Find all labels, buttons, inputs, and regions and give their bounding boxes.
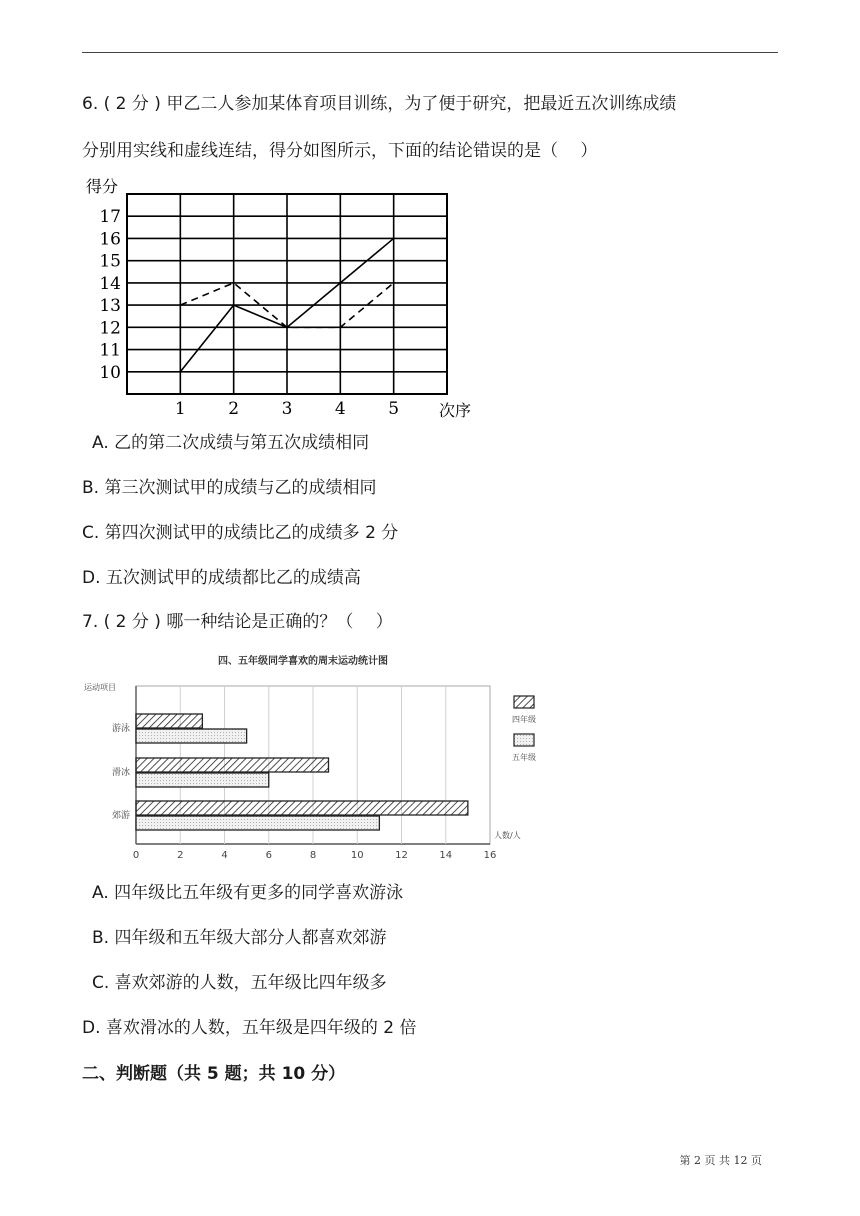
q6-line-chart <box>80 178 500 422</box>
y-axis-label: 运动项目 <box>84 683 116 692</box>
q6-stem-line1: 6. ( 2 分 ) 甲乙二人参加某体育项目训练，为了便于研究，把最近五次训练成绩 <box>82 94 677 114</box>
x-tick-label: 4 <box>334 399 346 418</box>
x-axis-label: 人数/人 <box>494 831 521 840</box>
bar-grade4 <box>136 758 328 772</box>
q6-chart-svg <box>80 178 500 418</box>
q6-option-a: A. 乙的第二次成绩与第五次成绩相同 <box>92 433 370 453</box>
x-tick-label: 2 <box>228 399 240 418</box>
x-tick-label: 5 <box>388 399 400 418</box>
y-tick-label: 13 <box>99 296 121 317</box>
bar-grade4 <box>136 714 202 728</box>
bar-grade5 <box>136 773 269 787</box>
legend-label: 四年级 <box>512 715 536 724</box>
q6-stem-line2: 分别用实线和虚线连结，得分如图所示，下面的结论错误的是（ ） <box>82 141 598 161</box>
q7-chart-svg <box>78 650 558 866</box>
section-heading: 二、判断题（共 5 题；共 10 分） <box>82 1064 346 1084</box>
x-tick-label: 10 <box>350 850 364 861</box>
x-tick-label: 14 <box>439 850 453 861</box>
y-tick-label: 17 <box>99 207 121 228</box>
y-tick-label: 15 <box>99 251 121 272</box>
x-axis-label: 次序 <box>439 401 472 418</box>
x-tick-label: 12 <box>395 850 408 861</box>
q6-option-b: B. 第三次测试甲的成绩与乙的成绩相同 <box>82 478 377 498</box>
y-tick-label: 16 <box>99 229 121 250</box>
x-tick-label: 2 <box>177 850 184 861</box>
x-tick-label: 6 <box>265 850 272 861</box>
chart-title: 四、五年级同学喜欢的周末运动统计图 <box>218 656 388 667</box>
header-rule <box>82 52 778 53</box>
category-label: 郊游 <box>111 811 130 821</box>
x-tick-label: 16 <box>483 850 497 861</box>
bar-grade5 <box>136 729 247 743</box>
q7-option-c: C. 喜欢郊游的人数，五年级比四年级多 <box>92 973 387 993</box>
y-tick-label: 11 <box>99 340 121 361</box>
q7-option-b: B. 四年级和五年级大部分人都喜欢郊游 <box>92 928 387 948</box>
x-tick-label: 1 <box>174 399 186 418</box>
y-tick-label: 10 <box>99 362 121 383</box>
q7-bar-chart <box>78 650 558 870</box>
y-tick-label: 12 <box>99 318 121 339</box>
x-tick-label: 0 <box>132 850 140 861</box>
q7-option-d: D. 喜欢滑冰的人数，五年级是四年级的 2 倍 <box>82 1018 417 1038</box>
legend-swatch <box>514 696 534 708</box>
q7-stem: 7. ( 2 分 ) 哪一种结论是正确的？（ ） <box>82 612 393 632</box>
category-label: 游泳 <box>111 724 130 734</box>
q6-option-d: D. 五次测试甲的成绩都比乙的成绩高 <box>82 568 361 588</box>
y-tick-label: 14 <box>99 273 121 294</box>
legend-label: 五年级 <box>512 753 536 762</box>
page-number: 第 2 页 共 12 页 <box>679 1154 762 1167</box>
x-tick-label: 8 <box>309 850 317 861</box>
q6-option-c: C. 第四次测试甲的成绩比乙的成绩多 2 分 <box>82 523 399 543</box>
y-axis-label: 得分 <box>86 178 119 196</box>
bar-grade4 <box>136 801 468 815</box>
bar-grade5 <box>136 816 379 830</box>
q7-option-a: A. 四年级比五年级有更多的同学喜欢游泳 <box>92 883 404 903</box>
legend-swatch <box>514 734 534 746</box>
x-tick-label: 3 <box>281 399 293 418</box>
category-label: 滑冰 <box>111 768 130 778</box>
x-tick-label: 4 <box>221 850 228 861</box>
